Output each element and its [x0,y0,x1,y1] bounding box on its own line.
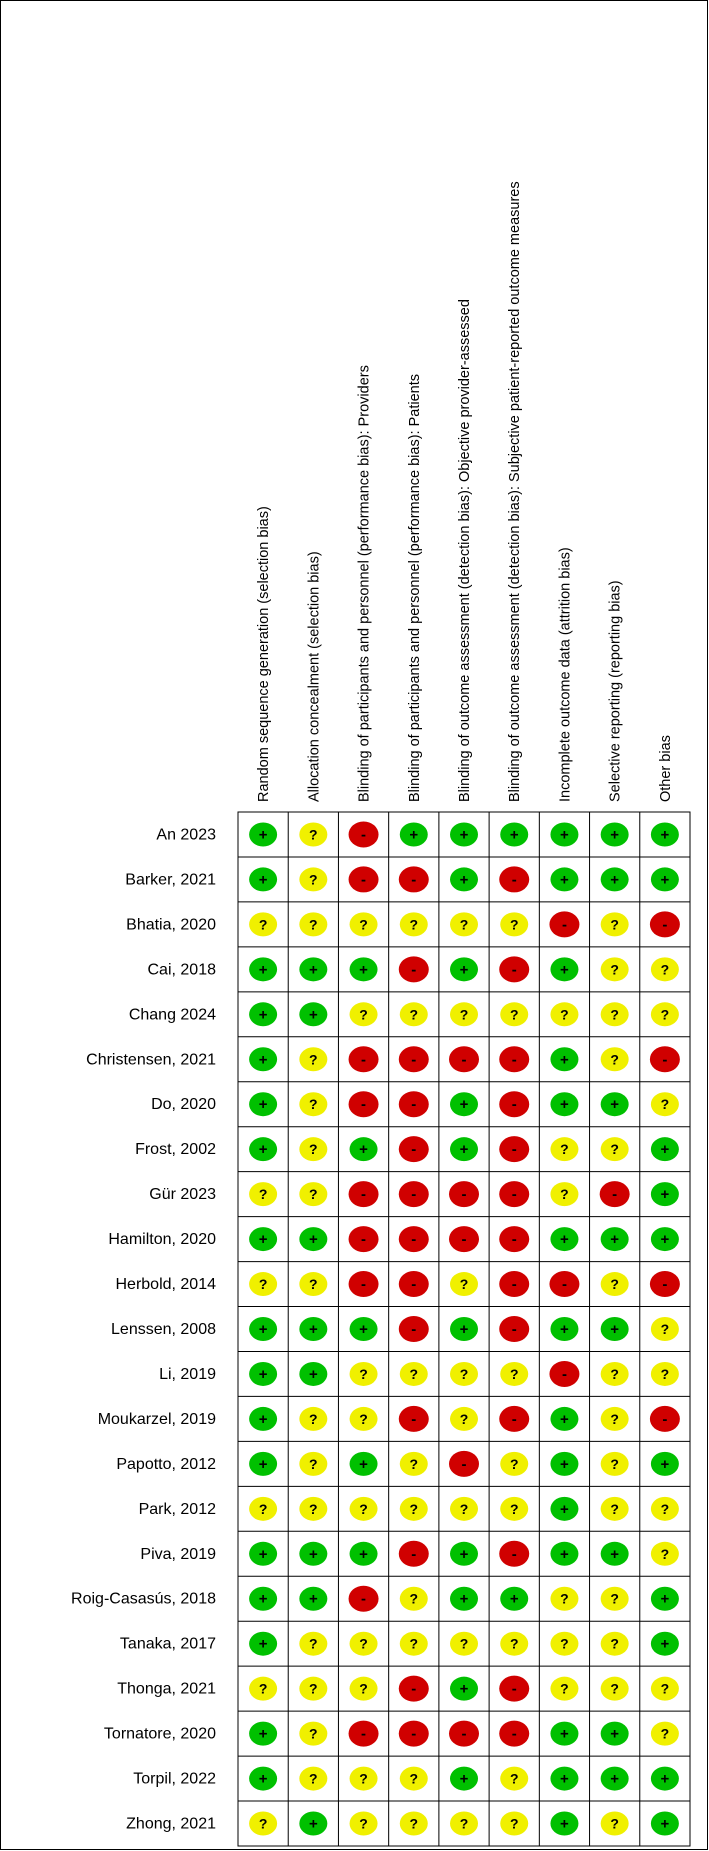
rating-symbol: ? [459,1410,469,1427]
rating-symbol: ? [258,1186,268,1203]
rating-symbol: + [660,1770,670,1788]
rating-symbol: ? [509,1500,519,1517]
study-label: Lenssen, 2008 [111,1321,216,1338]
rating-symbol: ? [509,1455,519,1472]
study-label: Zhong, 2021 [126,1815,216,1833]
rating-symbol: ? [509,916,519,933]
rating-symbol: - [411,1186,417,1204]
rating-symbol: ? [610,1455,619,1472]
rating-symbol: + [660,1635,670,1653]
column-header: Other bias [657,735,674,802]
rating-symbol: - [411,1410,417,1428]
column-header: Blinding of participants and personnel (performance bias): Providers [356,365,373,802]
rating-symbol: + [459,1321,469,1338]
rating-symbol: + [258,1141,268,1159]
study-label: Bhatia, 2020 [126,916,216,934]
rating-symbol: ? [309,916,318,933]
column-header: Allocation concealment (selection bias) [306,551,323,802]
rating-symbol: ? [560,1635,569,1652]
rating-symbol: ? [258,1815,268,1832]
rating-symbol: ? [560,1006,569,1023]
rating-symbol: + [610,1545,620,1563]
study-label: Tornatore, 2020 [103,1725,216,1743]
rating-symbol: ? [258,1680,268,1697]
rating-symbol: ? [359,1635,368,1652]
rating-symbol: - [561,1365,567,1383]
rating-symbol: + [610,1725,620,1743]
rating-symbol: ? [309,1455,318,1472]
rating-symbol: + [258,826,268,844]
rating-symbol: ? [610,1500,619,1517]
rating-symbol: + [258,1006,268,1024]
study-label: Thonga, 2021 [117,1680,216,1698]
rating-symbol: + [258,1051,268,1069]
rating-symbol: ? [459,916,469,933]
rating-symbol: ? [660,1321,670,1337]
rating-symbol: + [560,1770,569,1788]
rating-symbol: - [662,1276,668,1294]
rating-symbol: ? [459,1006,469,1023]
study-label: Papotto, 2012 [116,1455,216,1473]
rating-symbol: ? [409,916,419,933]
rating-symbol: ? [509,1815,519,1832]
rating-symbol: + [258,1231,268,1249]
rating-symbol: ? [409,1455,419,1472]
rating-symbol: + [560,1815,569,1833]
rating-symbol: + [560,1096,569,1114]
rating-symbol: - [411,1096,417,1114]
rating-symbol: + [308,1006,318,1024]
study-label: Piva, 2019 [140,1545,216,1563]
rating-symbol: + [610,1321,620,1338]
rating-symbol: + [459,826,469,844]
rating-symbol: + [610,826,620,844]
rating-symbol: ? [660,1365,670,1382]
rating-symbol: ? [660,1680,670,1697]
rating-symbol: ? [459,1276,469,1293]
rating-symbol: - [612,1186,618,1204]
rating-symbol: ? [258,1500,268,1517]
column-header: Blinding of outcome assessment (detection bias): Subjective patient-reported outcome measures [507,181,524,802]
rating-symbol: - [361,871,367,889]
rating-symbol: ? [610,1365,619,1382]
rating-symbol: ? [359,1410,368,1427]
rating-symbol: + [459,1770,469,1788]
column-header: Incomplete outcome data (attrition bias) [557,547,574,802]
rating-symbol: ? [459,1815,469,1832]
rating-symbol: + [258,961,268,979]
rating-symbol: - [511,871,517,889]
rating-symbol: + [359,1321,368,1338]
rating-symbol: ? [660,1725,670,1742]
column-header: Blinding of outcome assessment (detection bias): Objective provider-assessed [457,299,473,802]
rating-symbol: ? [359,1500,368,1517]
rating-symbol: + [258,1725,268,1743]
rating-symbol: ? [509,1770,519,1787]
rating-symbol: ? [660,1545,670,1562]
rating-symbol: ? [309,1725,318,1742]
rating-symbol: + [459,1096,469,1114]
rating-symbol: - [662,916,668,934]
rating-symbol: + [610,1770,620,1788]
rating-symbol: - [461,1455,467,1473]
rating-symbol: + [560,1321,569,1338]
rating-symbol: ? [309,1500,318,1517]
rating-symbol: ? [610,1006,619,1023]
rating-symbol: + [660,1815,670,1833]
rating-symbol: + [660,1141,670,1159]
rating-symbol: + [308,1321,318,1338]
rating-symbol: ? [660,1500,670,1517]
rating-symbol: + [560,1545,569,1563]
rating-symbol: ? [359,916,368,933]
rating-symbol: ? [309,871,318,888]
rating-symbol: ? [660,1096,670,1113]
rating-symbol: - [511,1321,517,1338]
rating-symbol: ? [258,1276,268,1293]
rating-symbol: - [361,826,367,844]
rating-symbol: + [308,1231,318,1249]
rating-symbol: - [361,1231,367,1249]
rating-symbol: ? [359,1680,368,1697]
rating-symbol: + [308,1365,318,1383]
study-label: Moukarzel, 2019 [97,1410,216,1428]
rating-symbol: - [662,1410,668,1428]
rating-symbol: - [461,1231,467,1249]
rating-symbol: ? [309,1051,318,1068]
rating-symbol: - [662,1051,668,1069]
rating-symbol: + [258,1410,268,1428]
rating-symbol: - [411,1321,417,1338]
rating-symbol: - [411,1680,417,1698]
study-label: Do, 2020 [151,1096,216,1114]
study-label: Li, 2019 [159,1365,216,1383]
study-label: Park, 2012 [138,1500,216,1518]
rating-symbol: + [459,961,469,979]
rating-symbol: + [660,826,670,844]
rating-symbol: + [308,961,318,979]
rating-symbol: - [361,1096,367,1114]
rating-symbol: + [258,1590,268,1608]
rating-symbol: - [511,961,517,979]
rating-symbol: ? [409,1500,419,1517]
study-label: Herbold, 2014 [115,1276,216,1294]
rating-symbol: + [660,1590,670,1608]
rating-symbol: + [359,1455,368,1473]
rating-symbol: ? [560,1680,569,1697]
rating-symbol: ? [309,1635,318,1652]
rating-symbol: ? [309,1410,318,1427]
rating-symbol: ? [409,1815,419,1832]
rating-symbol: + [258,871,268,889]
rating-symbol: ? [610,961,619,978]
rating-symbol: - [511,1231,517,1249]
rating-symbol: + [258,1365,268,1383]
rating-symbol: ? [409,1770,419,1787]
rating-symbol: + [509,1590,519,1608]
rating-symbol: ? [610,1276,619,1293]
rating-symbol: ? [660,961,670,978]
rating-symbol: + [459,1141,469,1159]
rating-symbol: ? [459,1500,469,1517]
rating-symbol: ? [509,1006,519,1023]
rating-symbol: ? [610,1635,619,1652]
rating-symbol: + [660,1186,670,1204]
rating-symbol: ? [359,1815,368,1832]
rating-symbol: ? [359,1006,368,1023]
rating-symbol: - [461,1725,467,1743]
rating-symbol: - [511,1051,517,1069]
rating-symbol: ? [409,1635,419,1652]
rating-symbol: + [409,826,419,844]
rating-symbol: + [359,1545,368,1563]
column-header: Blinding of participants and personnel (performance bias): Patients [406,374,423,802]
rating-symbol: - [561,1276,567,1294]
study-label: Cai, 2018 [147,961,216,979]
rating-symbol: + [359,1141,368,1159]
rating-symbol: ? [610,1590,619,1607]
rating-symbol: + [308,1545,318,1563]
rating-symbol: ? [560,1590,569,1607]
rating-symbol: - [461,1051,467,1069]
study-label: Hamilton, 2020 [108,1231,216,1249]
rating-symbol: + [459,871,469,889]
rating-symbol: - [511,1096,517,1114]
rating-symbol: + [308,1815,318,1833]
study-label: Gür 2023 [149,1186,216,1204]
rating-symbol: + [660,1455,670,1473]
rating-symbol: - [411,1545,417,1563]
rating-symbol: - [511,1141,517,1159]
rating-symbol: + [560,1500,569,1518]
study-label: Torpil, 2022 [133,1770,216,1788]
rating-symbol: ? [258,916,268,933]
rating-symbol: ? [610,1410,619,1427]
rating-symbol: + [560,871,569,889]
rating-symbol: - [361,1725,367,1743]
rating-symbol: - [411,1051,417,1069]
rating-symbol: - [411,1276,417,1294]
rating-symbol: + [459,1590,469,1608]
rating-symbol: + [560,1725,569,1743]
rating-symbol: ? [459,1365,469,1382]
rating-symbol: - [561,916,567,934]
rating-symbol: + [258,1096,268,1114]
column-header: Random sequence generation (selection bias) [256,506,273,802]
rating-symbol: ? [509,1635,519,1652]
rating-symbol: + [359,961,368,979]
rating-symbol: - [411,1231,417,1249]
rating-symbol: + [258,1455,268,1473]
rating-symbol: - [411,961,417,979]
rating-symbol: ? [409,1590,419,1607]
rating-symbol: - [511,1680,517,1698]
rating-symbol: - [361,1276,367,1294]
rating-symbol: + [560,1455,569,1473]
rating-symbol: + [610,871,620,889]
rating-symbol: - [411,871,417,889]
rating-symbol: + [459,1680,469,1698]
study-label: Christensen, 2021 [86,1051,216,1069]
rating-symbol: ? [610,1680,619,1697]
rating-symbol: ? [309,1096,318,1113]
study-label: Roig-Casasús, 2018 [71,1590,216,1608]
rating-symbol: + [258,1635,268,1653]
rating-symbol: + [560,1231,569,1249]
rating-symbol: + [509,826,519,844]
rating-symbol: - [511,1410,517,1428]
rating-symbol: + [459,1545,469,1563]
rating-symbol: ? [309,826,318,843]
rating-symbol: - [361,1590,367,1608]
study-label: Tanaka, 2017 [119,1635,216,1653]
rating-symbol: ? [660,1006,670,1023]
rating-symbol: + [560,1051,569,1069]
rating-symbol: ? [560,1186,569,1203]
rating-symbol: ? [459,1635,469,1652]
rating-symbol: + [610,1096,620,1114]
rating-symbol: ? [309,1141,318,1158]
rating-symbol: + [308,1590,318,1608]
rating-symbol: + [258,1770,268,1788]
rating-symbol: ? [610,1051,619,1068]
study-label: Chang 2024 [128,1006,216,1024]
rating-symbol: + [560,961,569,979]
rating-symbol: - [511,1725,517,1743]
rating-symbol: - [511,1545,517,1563]
rating-symbol: - [411,1725,417,1743]
rating-symbol: ? [409,1006,419,1023]
rating-symbol: + [660,871,670,889]
rating-symbol: - [361,1186,367,1204]
rating-symbol: ? [359,1770,368,1787]
rating-symbol: ? [309,1186,318,1203]
rating-symbol: - [411,1141,417,1159]
rating-symbol: + [258,1321,268,1338]
column-header: Selective reporting (reporting bias) [607,580,624,802]
rating-symbol: + [258,1545,268,1563]
rating-symbol: - [361,1051,367,1069]
rating-symbol: + [560,826,569,844]
rating-symbol: + [560,1410,569,1428]
rating-marks [249,821,680,1835]
rating-symbol: ? [309,1276,318,1293]
rating-symbol: - [511,1186,517,1204]
rating-symbol: ? [560,1141,569,1158]
rating-symbol: + [610,1231,620,1249]
rating-symbol: ? [309,1770,318,1787]
rating-symbol: ? [409,1365,419,1382]
rating-symbol: + [660,1231,670,1249]
rating-symbol: ? [610,916,619,933]
rating-symbol: - [511,1276,517,1294]
rating-symbol: ? [309,1680,318,1697]
rating-symbol: ? [509,1365,519,1382]
study-label: Barker, 2021 [125,871,216,889]
study-label: An 2023 [156,826,216,844]
rating-symbol: ? [610,1141,619,1158]
rating-symbol: ? [610,1815,619,1832]
rating-symbol: ? [359,1365,368,1382]
rating-symbol: - [461,1186,467,1204]
study-label: Frost, 2002 [135,1141,216,1159]
